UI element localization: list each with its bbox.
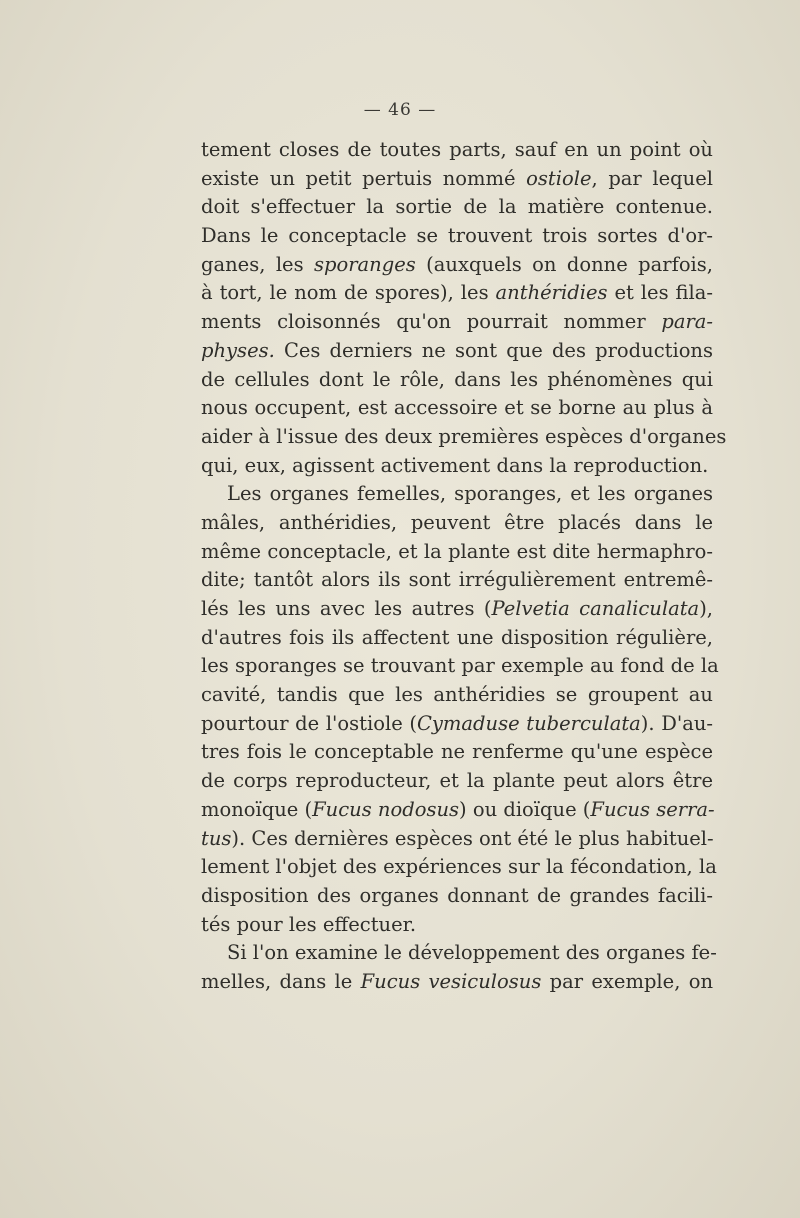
text-span: de cellules dont le rôle, dans les phénomènes qui <box>201 367 713 391</box>
text-line <box>201 939 717 968</box>
text-line <box>201 882 713 911</box>
italic-term: ostiole <box>526 166 592 190</box>
text-line <box>201 337 713 366</box>
text-line <box>201 366 713 395</box>
text-line <box>201 652 719 681</box>
paragraph <box>201 136 727 480</box>
text-span: Les organes femelles, sporanges, et les organes <box>227 482 713 506</box>
text-line <box>201 394 713 423</box>
text-span: de corps reproducteur, et la plante peut alors être <box>201 769 713 793</box>
text-span: ), <box>699 597 713 620</box>
text-span: nous occupent, est accessoire et se borne au plus à <box>201 396 713 420</box>
text-span: tement closes de toutes parts, sauf en un point où <box>201 138 713 161</box>
text-line <box>201 480 713 509</box>
italic-term: anthéridies <box>495 281 608 305</box>
text-line <box>201 681 713 710</box>
text-line <box>201 624 713 653</box>
text-span: (auxquels on donne parfois, <box>415 252 713 276</box>
text-line <box>201 853 717 882</box>
paragraph <box>201 480 719 939</box>
text-span: ganes, les <box>201 252 314 276</box>
text-line <box>201 165 713 194</box>
italic-term: Cymaduse tuberculata <box>416 711 641 735</box>
italic-term: Pelvetia canaliculata <box>491 597 700 620</box>
text-line <box>201 911 713 940</box>
text-span: melles, dans le <box>201 969 361 993</box>
text-span: dite; tantôt alors ils sont irrégulièrement entremê- <box>201 568 713 592</box>
text-line <box>201 595 713 624</box>
text-span: même conceptacle, et la plante est dite hermaphro- <box>201 539 713 563</box>
paragraph <box>201 939 717 996</box>
italic-term: Fucus vesiculosus <box>360 969 542 993</box>
text-span: cavité, tandis que les anthéridies se groupent au <box>201 683 713 707</box>
text-span: existe un petit pertuis nommé <box>201 166 527 190</box>
text-line <box>201 509 713 538</box>
text-span: tés pour les effectuer. <box>201 912 417 936</box>
text-line <box>201 566 713 595</box>
text-line <box>201 710 713 739</box>
text-span: ) ou dioïque ( <box>459 797 591 821</box>
italic-term: physes. <box>201 338 275 362</box>
text-span: ). Ces dernières espèces ont été le plus habituel- <box>231 826 714 850</box>
text-span: doit s'effectuer la sortie de la matière contenue. <box>201 195 713 219</box>
text-span: et les fila- <box>607 281 713 305</box>
text-line <box>201 538 713 567</box>
text-span: lement l'objet des expériences sur la fécondation, la <box>201 855 717 879</box>
text-span: à tort, le nom de spores), les <box>201 281 496 305</box>
italic-term: sporanges <box>314 252 416 276</box>
italic-term: tus <box>201 826 232 850</box>
text-span: , par lequel <box>591 166 713 190</box>
text-span: lés les uns avec les autres ( <box>201 597 492 620</box>
text-line <box>201 136 713 165</box>
text-line <box>201 825 713 854</box>
text-line <box>201 193 713 222</box>
text-span: d'autres fois ils affectent une disposition régulière, <box>201 625 713 649</box>
text-span: pourtour de l'ostiole ( <box>201 711 417 735</box>
text-span: par exemple, on <box>541 969 714 993</box>
text-span: Ces derniers ne sont que des productions <box>274 338 713 362</box>
text-line <box>201 279 713 308</box>
text-line <box>201 968 713 997</box>
text-line <box>201 308 713 337</box>
text-line <box>201 796 713 825</box>
page-number: — 46 — <box>363 100 437 120</box>
italic-term: Fucus serra- <box>590 797 715 821</box>
text-span: qui, eux, agissent activement dans la reproduction. <box>201 453 709 477</box>
text-line <box>201 738 713 767</box>
body-text <box>201 136 727 997</box>
text-line <box>201 452 713 481</box>
text-span: aider à l'issue des deux premières espèces d'organes <box>201 424 727 448</box>
text-span: ). D'au- <box>640 711 713 735</box>
text-line <box>201 251 713 280</box>
text-span: les sporanges se trouvant par exemple au fond de la <box>201 654 719 678</box>
text-span: monoïque ( <box>201 797 313 821</box>
text-span: tres fois le conceptable ne renferme qu'une espèce <box>201 740 713 764</box>
italic-term: para- <box>661 310 713 334</box>
italic-term: Fucus nodosus <box>312 797 460 821</box>
text-line <box>201 767 713 796</box>
text-span: ments cloisonnés qu'on pourrait nommer <box>201 310 662 334</box>
text-span: Si l'on examine le développement des organes fe- <box>227 941 717 965</box>
text-span: disposition des organes donnant de grandes facili- <box>201 883 713 907</box>
text-line <box>201 423 727 452</box>
text-span: Dans le conceptacle se trouvent trois sortes d'or- <box>201 224 713 248</box>
text-span: mâles, anthéridies, peuvent être placés dans le <box>201 510 713 534</box>
text-line <box>201 222 713 251</box>
